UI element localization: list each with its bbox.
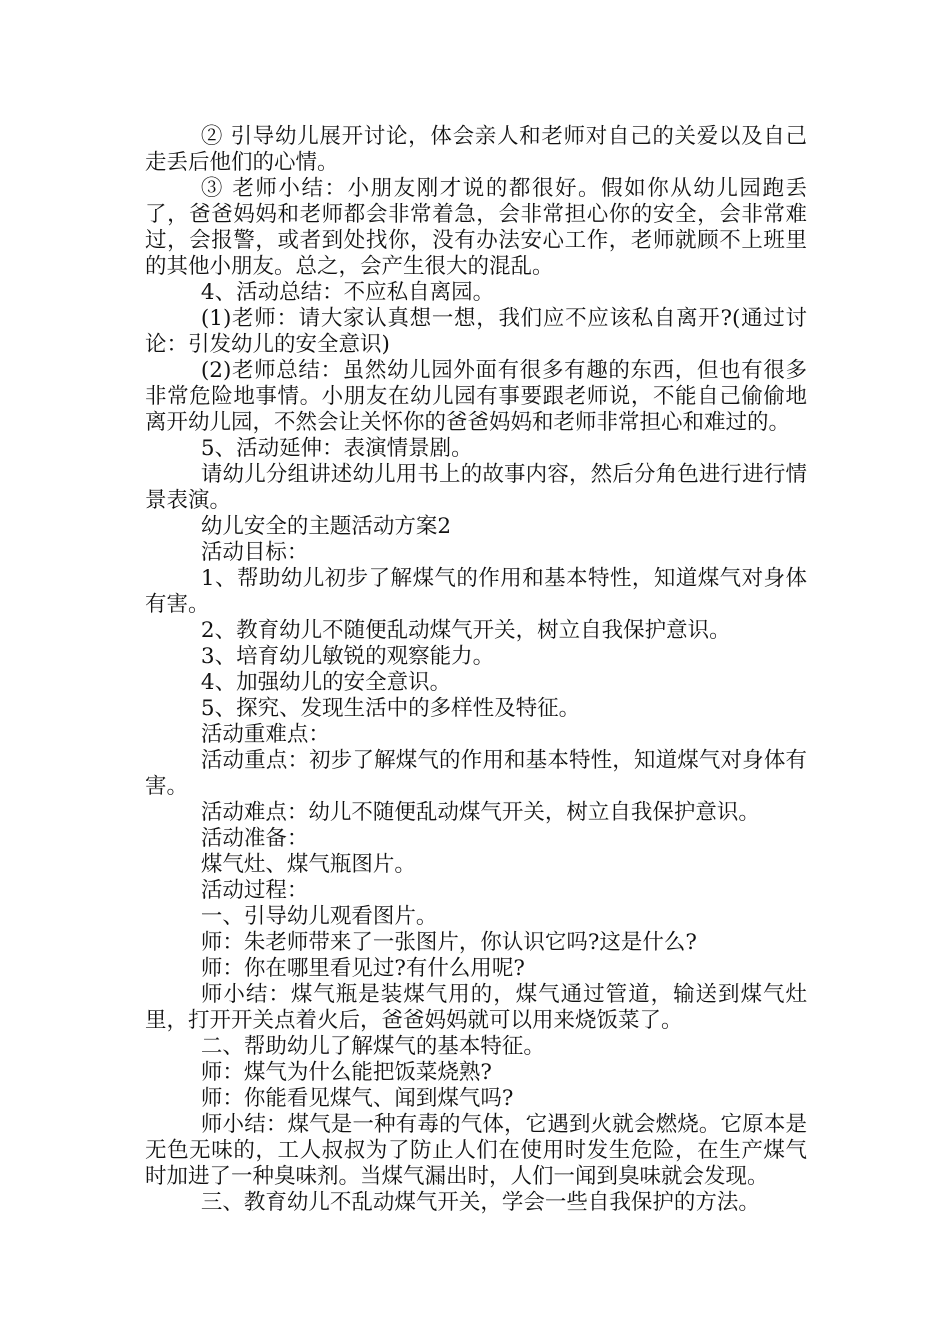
- step-2-question-2: 师：你能看见煤气、闻到煤气吗?: [200, 1086, 514, 1111]
- paragraph-activity-extension: 5、活动延伸：表演情景剧。: [200, 436, 473, 461]
- paragraph-difficulty: 活动难点：幼儿不随便乱动煤气开关，树立自我保护意识。: [200, 800, 760, 825]
- paragraph-role-play: 请幼儿分组讲述幼儿用书上的故事内容，然后分角色进行进行情景表演。: [145, 462, 807, 513]
- document-body: [145, 124, 807, 1216]
- step-1-question-1: 师：朱老师带来了一张图片，你认识它吗?这是什么?: [200, 930, 697, 955]
- paragraph-teacher-conclusion: (2)老师总结：虽然幼儿园外面有很多有趣的东西，但也有很多非常危险地事情。小朋友在幼儿园有事要跟老师说，不能自己偷偷地离开幼儿园，不然会让关怀你的爸爸妈妈和老师非常担心和难过的。: [145, 358, 807, 435]
- paragraph-activity-summary: 4、活动总结：不应私自离园。: [200, 280, 495, 305]
- step-1-heading: 一、引导幼儿观看图片。: [200, 904, 438, 929]
- section-title-plan-2: 幼儿安全的主题活动方案2: [200, 514, 452, 539]
- paragraph-discussion-guide: ② 引导幼儿展开讨论，体会亲人和老师对自己的关爱以及自己走丢后他们的心情。: [145, 124, 807, 175]
- heading-key-difficulties: 活动重难点：: [200, 722, 330, 747]
- step-3-heading: 三、教育幼儿不乱动煤气开关，学会一些自我保护的方法。: [200, 1190, 760, 1215]
- paragraph-teacher-summary: ③ 老师小结：小朋友刚才说的都很好。假如你从幼儿园跑丢了，爸爸妈妈和老师都会非常着急，会非常担心你的安全，会非常难过，会报警，或者到处找你，没有办法安心工作，老师就顾不上班里的其他小朋友。总之，会产生很大的混乱。: [145, 176, 807, 279]
- goal-item-1: 1、帮助幼儿初步了解煤气的作用和基本特性，知道煤气对身体有害。: [145, 566, 807, 617]
- heading-activity-goals: 活动目标：: [200, 540, 309, 565]
- step-2-question-1: 师：煤气为什么能把饭菜烧熟?: [200, 1060, 492, 1085]
- step-1-summary: 师小结：煤气瓶是装煤气用的，煤气通过管道，输送到煤气灶里，打开开关点着火后，爸爸妈妈就可以用来烧饭菜了。: [145, 982, 807, 1033]
- step-2-heading: 二、帮助幼儿了解煤气的基本特征。: [200, 1034, 545, 1059]
- goal-item-3: 3、培育幼儿敏锐的观察能力。: [200, 644, 495, 669]
- paragraph-teacher-question: (1)老师：请大家认真想一想，我们应不应该私自离开?(通过讨论：引发幼儿的安全意识): [145, 306, 807, 357]
- paragraph-key-point: 活动重点：初步了解煤气的作用和基本特性，知道煤气对身体有害。: [145, 748, 807, 799]
- goal-item-5: 5、探究、发现生活中的多样性及特征。: [200, 696, 581, 721]
- goal-item-4: 4、加强幼儿的安全意识。: [200, 670, 452, 695]
- step-2-summary: 师小结：煤气是一种有毒的气体，它遇到火就会燃烧。它原本是无色无味的，工人叔叔为了防止人们在使用时发生危险，在生产煤气时加进了一种臭味剂。当煤气漏出时，人们一闻到臭味就会发现。: [145, 1112, 807, 1189]
- paragraph-materials: 煤气灶、煤气瓶图片。: [200, 852, 416, 877]
- step-1-question-2: 师：你在哪里看见过?有什么用呢?: [200, 956, 525, 981]
- heading-process: 活动过程：: [200, 878, 309, 903]
- heading-preparation: 活动准备：: [200, 826, 309, 851]
- goal-item-2: 2、教育幼儿不随便乱动煤气开关，树立自我保护意识。: [200, 618, 731, 643]
